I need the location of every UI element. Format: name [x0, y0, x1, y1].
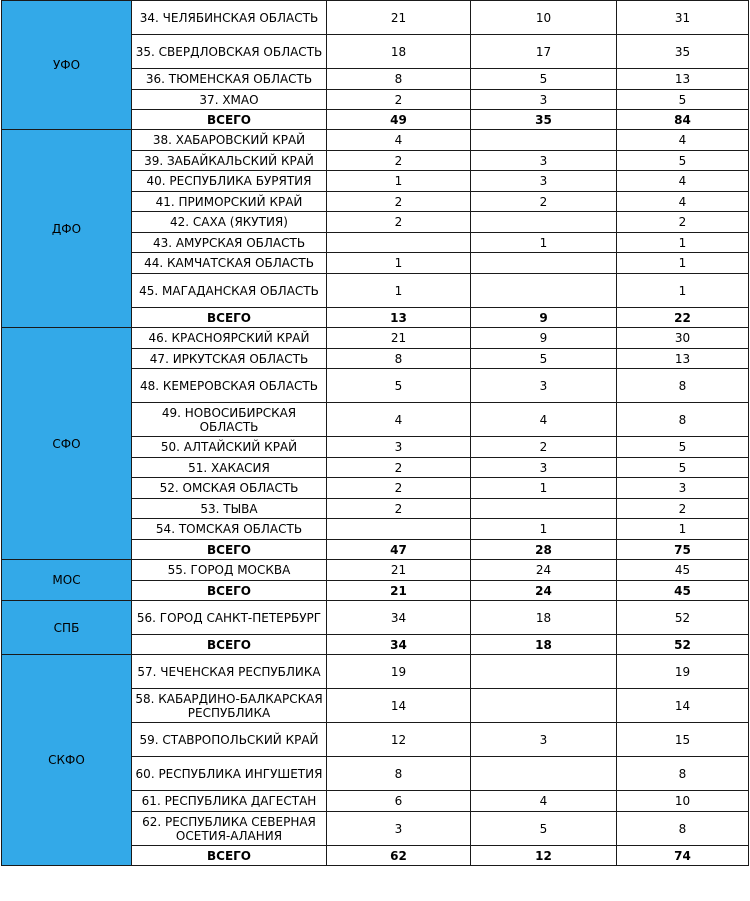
total-a-cell: 21	[327, 581, 471, 601]
region-name-cell: 42. САХА (ЯКУТИЯ)	[132, 212, 327, 233]
total-b-cell: 12	[471, 846, 617, 866]
total-a-cell: 47	[327, 540, 471, 560]
value-total-cell: 8	[617, 369, 749, 403]
regional-stats-table	[1, 0, 749, 866]
value-b-cell	[471, 499, 617, 519]
total-label-cell: ВСЕГО	[132, 308, 327, 328]
value-total-cell: 19	[617, 655, 749, 689]
value-a-cell	[327, 233, 471, 253]
region-name-cell: 39. ЗАБАЙКАЛЬСКИЙ КРАЙ	[132, 151, 327, 171]
value-total-cell: 2	[617, 212, 749, 233]
value-b-cell: 1	[471, 478, 617, 499]
value-total-cell: 10	[617, 791, 749, 812]
value-b-cell: 5	[471, 69, 617, 90]
value-b-cell: 2	[471, 192, 617, 212]
region-name-cell: 55. ГОРОД МОСКВА	[132, 560, 327, 581]
region-name-cell: 47. ИРКУТСКАЯ ОБЛАСТЬ	[132, 349, 327, 369]
region-name-cell: 40. РЕСПУБЛИКА БУРЯТИЯ	[132, 171, 327, 192]
value-total-cell: 31	[617, 1, 749, 35]
region-name-cell: 61. РЕСПУБЛИКА ДАГЕСТАН	[132, 791, 327, 812]
total-b-cell: 28	[471, 540, 617, 560]
value-a-cell: 34	[327, 601, 471, 635]
region-name-cell: 59. СТАВРОПОЛЬСКИЙ КРАЙ	[132, 723, 327, 757]
region-name-cell: 34. ЧЕЛЯБИНСКАЯ ОБЛАСТЬ	[132, 1, 327, 35]
total-label-cell: ВСЕГО	[132, 846, 327, 866]
total-a-cell: 49	[327, 110, 471, 130]
value-a-cell: 19	[327, 655, 471, 689]
total-a-cell: 34	[327, 635, 471, 655]
value-total-cell: 5	[617, 458, 749, 478]
value-total-cell: 5	[617, 90, 749, 110]
value-a-cell: 2	[327, 212, 471, 233]
value-total-cell: 52	[617, 601, 749, 635]
total-a-cell: 13	[327, 308, 471, 328]
value-b-cell: 3	[471, 458, 617, 478]
region-name-cell: 46. КРАСНОЯРСКИЙ КРАЙ	[132, 328, 327, 349]
value-b-cell	[471, 274, 617, 308]
region-name-cell: 62. РЕСПУБЛИКА СЕВЕРНАЯ ОСЕТИЯ-АЛАНИЯ	[132, 812, 327, 846]
table-row	[2, 560, 749, 581]
region-name-cell: 43. АМУРСКАЯ ОБЛАСТЬ	[132, 233, 327, 253]
total-label-cell: ВСЕГО	[132, 540, 327, 560]
region-name-cell: 35. СВЕРДЛОВСКАЯ ОБЛАСТЬ	[132, 35, 327, 69]
value-a-cell: 21	[327, 328, 471, 349]
region-name-cell: 38. ХАБАРОВСКИЙ КРАЙ	[132, 130, 327, 151]
value-total-cell: 45	[617, 560, 749, 581]
region-name-cell: 48. КЕМЕРОВСКАЯ ОБЛАСТЬ	[132, 369, 327, 403]
value-total-cell: 4	[617, 171, 749, 192]
value-b-cell: 18	[471, 601, 617, 635]
table-body	[2, 1, 749, 866]
value-total-cell: 13	[617, 69, 749, 90]
value-total-cell: 1	[617, 274, 749, 308]
total-a-cell: 62	[327, 846, 471, 866]
value-total-cell: 2	[617, 499, 749, 519]
region-name-cell: 53. ТЫВА	[132, 499, 327, 519]
table-row	[2, 1, 749, 35]
value-a-cell: 8	[327, 757, 471, 791]
district-cell: СПБ	[2, 601, 132, 655]
value-b-cell: 24	[471, 560, 617, 581]
value-total-cell: 35	[617, 35, 749, 69]
value-total-cell: 4	[617, 192, 749, 212]
table-row	[2, 601, 749, 635]
value-b-cell: 3	[471, 90, 617, 110]
value-a-cell: 1	[327, 171, 471, 192]
region-name-cell: 60. РЕСПУБЛИКА ИНГУШЕТИЯ	[132, 757, 327, 791]
value-a-cell: 8	[327, 349, 471, 369]
value-b-cell	[471, 689, 617, 723]
district-cell: СКФО	[2, 655, 132, 866]
value-b-cell: 3	[471, 151, 617, 171]
value-a-cell: 2	[327, 499, 471, 519]
region-name-cell: 45. МАГАДАНСКАЯ ОБЛАСТЬ	[132, 274, 327, 308]
total-label-cell: ВСЕГО	[132, 635, 327, 655]
total-sum-cell: 75	[617, 540, 749, 560]
value-total-cell: 1	[617, 253, 749, 274]
value-a-cell: 21	[327, 560, 471, 581]
value-a-cell	[327, 519, 471, 540]
value-b-cell	[471, 655, 617, 689]
value-total-cell: 8	[617, 757, 749, 791]
value-a-cell: 14	[327, 689, 471, 723]
region-name-cell: 54. ТОМСКАЯ ОБЛАСТЬ	[132, 519, 327, 540]
value-a-cell: 1	[327, 253, 471, 274]
value-b-cell	[471, 212, 617, 233]
value-b-cell: 5	[471, 349, 617, 369]
value-a-cell: 18	[327, 35, 471, 69]
value-total-cell: 13	[617, 349, 749, 369]
value-total-cell: 5	[617, 151, 749, 171]
table-row	[2, 655, 749, 689]
total-sum-cell: 52	[617, 635, 749, 655]
region-name-cell: 58. КАБАРДИНО-БАЛКАРСКАЯ РЕСПУБЛИКА	[132, 689, 327, 723]
value-a-cell: 1	[327, 274, 471, 308]
value-a-cell: 5	[327, 369, 471, 403]
value-total-cell: 8	[617, 403, 749, 437]
value-a-cell: 2	[327, 151, 471, 171]
table-row	[2, 130, 749, 151]
value-b-cell: 3	[471, 723, 617, 757]
value-total-cell: 14	[617, 689, 749, 723]
value-total-cell: 5	[617, 437, 749, 458]
region-name-cell: 44. КАМЧАТСКАЯ ОБЛАСТЬ	[132, 253, 327, 274]
value-a-cell: 4	[327, 130, 471, 151]
region-name-cell: 52. ОМСКАЯ ОБЛАСТЬ	[132, 478, 327, 499]
total-sum-cell: 45	[617, 581, 749, 601]
total-label-cell: ВСЕГО	[132, 581, 327, 601]
value-b-cell: 1	[471, 233, 617, 253]
value-a-cell: 3	[327, 437, 471, 458]
region-name-cell: 50. АЛТАЙСКИЙ КРАЙ	[132, 437, 327, 458]
region-name-cell: 36. ТЮМЕНСКАЯ ОБЛАСТЬ	[132, 69, 327, 90]
value-b-cell: 3	[471, 369, 617, 403]
value-total-cell: 30	[617, 328, 749, 349]
total-b-cell: 18	[471, 635, 617, 655]
table-row	[2, 328, 749, 349]
district-cell: СФО	[2, 328, 132, 560]
value-total-cell: 15	[617, 723, 749, 757]
region-name-cell: 49. НОВОСИБИРСКАЯ ОБЛАСТЬ	[132, 403, 327, 437]
region-name-cell: 57. ЧЕЧЕНСКАЯ РЕСПУБЛИКА	[132, 655, 327, 689]
total-sum-cell: 84	[617, 110, 749, 130]
district-cell: УФО	[2, 1, 132, 130]
value-b-cell: 2	[471, 437, 617, 458]
value-a-cell: 2	[327, 478, 471, 499]
value-a-cell: 21	[327, 1, 471, 35]
value-b-cell: 9	[471, 328, 617, 349]
region-name-cell: 51. ХАКАСИЯ	[132, 458, 327, 478]
region-name-cell: 56. ГОРОД САНКТ-ПЕТЕРБУРГ	[132, 601, 327, 635]
value-b-cell: 4	[471, 403, 617, 437]
value-b-cell: 17	[471, 35, 617, 69]
value-b-cell: 3	[471, 171, 617, 192]
total-b-cell: 9	[471, 308, 617, 328]
value-b-cell: 10	[471, 1, 617, 35]
value-b-cell	[471, 130, 617, 151]
total-sum-cell: 22	[617, 308, 749, 328]
value-a-cell: 12	[327, 723, 471, 757]
value-b-cell	[471, 253, 617, 274]
total-b-cell: 24	[471, 581, 617, 601]
value-total-cell: 8	[617, 812, 749, 846]
region-name-cell: 37. ХМАО	[132, 90, 327, 110]
value-a-cell: 8	[327, 69, 471, 90]
value-b-cell: 5	[471, 812, 617, 846]
value-b-cell: 4	[471, 791, 617, 812]
value-b-cell	[471, 757, 617, 791]
value-a-cell: 2	[327, 192, 471, 212]
district-cell: МОС	[2, 560, 132, 601]
value-total-cell: 1	[617, 519, 749, 540]
value-total-cell: 1	[617, 233, 749, 253]
value-a-cell: 4	[327, 403, 471, 437]
value-a-cell: 6	[327, 791, 471, 812]
total-b-cell: 35	[471, 110, 617, 130]
value-total-cell: 4	[617, 130, 749, 151]
district-cell: ДФО	[2, 130, 132, 328]
value-a-cell: 2	[327, 90, 471, 110]
value-a-cell: 2	[327, 458, 471, 478]
region-name-cell: 41. ПРИМОРСКИЙ КРАЙ	[132, 192, 327, 212]
value-b-cell: 1	[471, 519, 617, 540]
total-sum-cell: 74	[617, 846, 749, 866]
value-a-cell: 3	[327, 812, 471, 846]
total-label-cell: ВСЕГО	[132, 110, 327, 130]
value-total-cell: 3	[617, 478, 749, 499]
